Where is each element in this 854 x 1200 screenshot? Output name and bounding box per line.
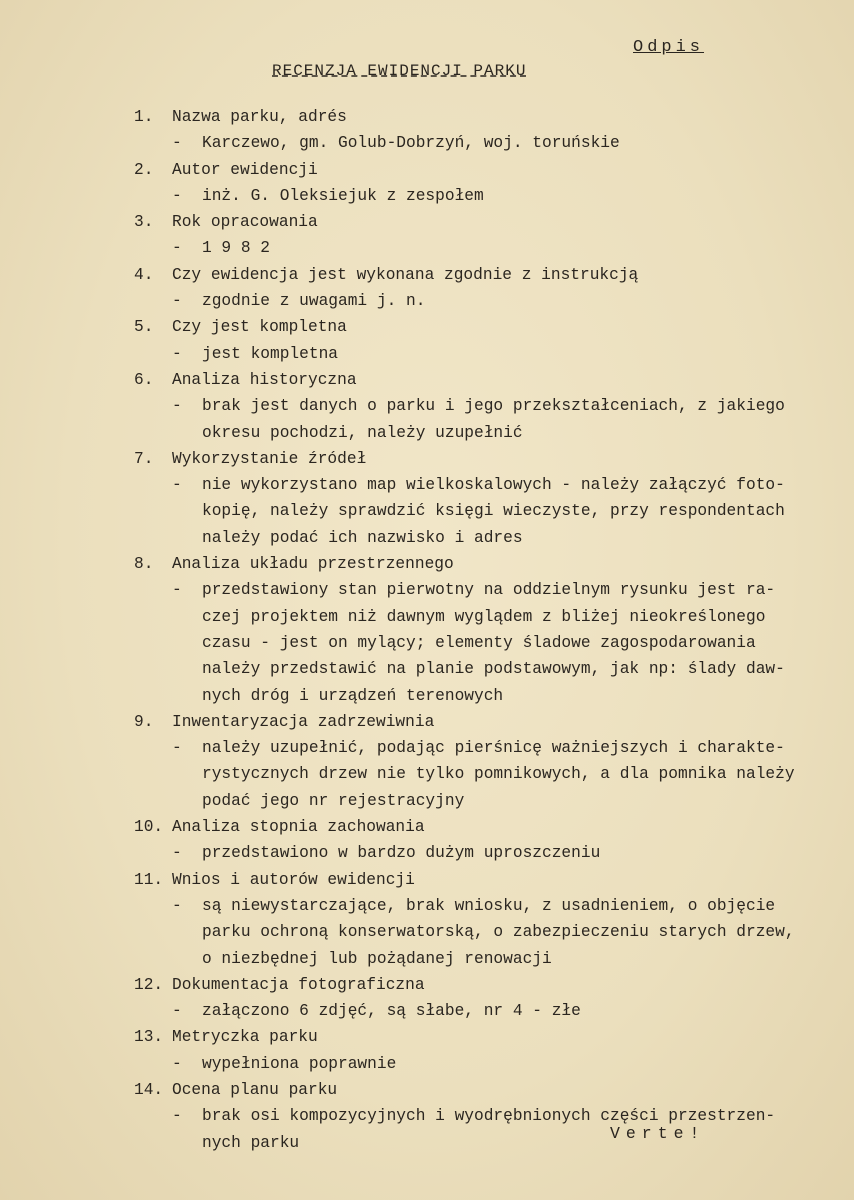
item-heading: Wykorzystanie źródeł <box>172 449 367 468</box>
item-heading: Metryczka parku <box>172 1028 318 1047</box>
item-answer <box>134 472 844 551</box>
answer-line <box>172 288 844 314</box>
item-number: 3. <box>134 213 154 232</box>
answer-text: należy uzupełnić, podając pierśnicę ważniejszych i charakte- <box>202 739 785 758</box>
item-heading-row <box>134 367 844 393</box>
item-number: 2. <box>134 160 154 179</box>
item-answer <box>134 893 844 972</box>
verte-label: Verte! <box>610 1124 706 1143</box>
answer-line <box>172 946 844 972</box>
answer-text: 1 9 8 2 <box>202 239 270 258</box>
answer-line <box>172 130 844 156</box>
answer-line <box>172 183 844 209</box>
answer-text: Karczewo, gm. Golub-Dobrzyń, woj. toruńskie <box>202 134 620 153</box>
item-number: 12. <box>134 975 164 994</box>
item-heading-row <box>134 1077 844 1103</box>
dash-marker: - <box>172 476 182 495</box>
review-item <box>134 314 844 367</box>
item-number: 14. <box>134 1080 164 1099</box>
dash-marker: - <box>172 397 182 416</box>
answer-text: należy podać ich nazwisko i adres <box>202 528 523 547</box>
answer-text: jest kompletna <box>202 344 338 363</box>
item-heading-row <box>134 551 844 577</box>
dash-marker <box>172 656 202 682</box>
review-item <box>134 814 844 867</box>
dash-marker <box>172 1130 202 1156</box>
answer-text: brak jest danych o parku i jego przekształceniach, z jakiego <box>202 397 785 416</box>
item-answer <box>134 1103 844 1156</box>
dash-marker <box>172 525 202 551</box>
answer-text: załączono 6 zdjęć, są słabe, nr 4 - złe <box>202 1002 581 1021</box>
review-item <box>134 262 844 315</box>
item-number: 9. <box>134 712 154 731</box>
item-heading: Czy jest kompletna <box>172 318 347 337</box>
answer-text: są niewystarczające, brak wniosku, z usadnieniem, o objęcie <box>202 896 776 915</box>
dash-marker: - <box>172 1054 182 1073</box>
dash-marker: - <box>172 239 182 258</box>
dash-marker: - <box>172 581 182 600</box>
item-answer <box>134 998 844 1024</box>
answer-line <box>172 998 844 1024</box>
answer-text: należy przedstawić na planie podstawowym, jak np: ślady daw- <box>202 660 785 679</box>
dash-marker <box>172 761 202 787</box>
dash-marker: - <box>172 186 182 205</box>
item-number: 11. <box>134 870 164 889</box>
item-heading-row <box>134 972 844 998</box>
item-number: 10. <box>134 818 164 837</box>
answer-text: o niezbędnej lub pożądanej renowacji <box>202 949 552 968</box>
item-heading: Autor ewidencji <box>172 160 318 179</box>
item-heading-row <box>134 104 844 130</box>
review-item <box>134 104 844 157</box>
item-heading: Analiza układu przestrzennego <box>172 555 454 574</box>
answer-text: okresu pochodzi, należy uzupełnić <box>202 423 523 442</box>
item-heading-row <box>134 262 844 288</box>
item-answer <box>134 1051 844 1077</box>
item-heading-row <box>134 1024 844 1050</box>
answer-line <box>172 472 844 498</box>
answer-line <box>172 788 844 814</box>
dash-marker <box>172 604 202 630</box>
review-item <box>134 367 844 446</box>
dash-marker <box>172 420 202 446</box>
answer-text: nych dróg i urządzeń terenowych <box>202 686 504 705</box>
answer-line <box>172 525 844 551</box>
answer-line <box>172 341 844 367</box>
item-answer <box>134 235 844 261</box>
answer-line <box>172 893 844 919</box>
answer-line <box>172 1103 844 1129</box>
item-heading: Nazwa parku, adrés <box>172 108 347 126</box>
answer-line <box>172 735 844 761</box>
dash-marker <box>172 788 202 814</box>
answer-text: brak osi kompozycyjnych i wyodrębnionych części przestrzen- <box>202 1107 776 1126</box>
review-item <box>134 446 844 551</box>
answer-text: nie wykorzystano map wielkoskalowych - należy załączyć foto- <box>202 476 785 495</box>
item-heading-row <box>134 814 844 840</box>
answer-text: zgodnie z uwagami j. n. <box>202 292 426 311</box>
item-heading: Analiza historyczna <box>172 370 357 389</box>
dash-marker: - <box>172 292 182 311</box>
item-heading-row <box>134 709 844 735</box>
answer-text: rystycznych drzew nie tylko pomnikowych, a dla pomnika należy <box>202 765 795 784</box>
review-items-list <box>134 104 844 1156</box>
answer-text: nych parku <box>202 1133 300 1152</box>
review-item <box>134 709 844 814</box>
review-item <box>134 1024 844 1077</box>
item-number: 7. <box>134 449 154 468</box>
answer-line <box>172 761 844 787</box>
item-heading: Inwentaryzacja zadrzewiwnia <box>172 712 435 731</box>
answer-line <box>172 420 844 446</box>
answer-text: przedstawiono w bardzo dużym uproszczeniu <box>202 844 601 863</box>
item-heading: Rok opracowania <box>172 213 318 232</box>
dash-marker: - <box>172 344 182 363</box>
answer-line <box>172 630 844 656</box>
dash-marker: - <box>172 1107 182 1126</box>
answer-line <box>172 656 844 682</box>
item-heading: Analiza stopnia zachowania <box>172 818 425 837</box>
item-answer <box>134 393 844 446</box>
answer-line <box>172 498 844 524</box>
answer-line <box>172 1051 844 1077</box>
dash-marker <box>172 498 202 524</box>
item-answer <box>134 288 844 314</box>
answer-line <box>172 393 844 419</box>
dash-marker <box>172 683 202 709</box>
item-number: 13. <box>134 1028 164 1047</box>
dash-marker: - <box>172 844 182 863</box>
review-item <box>134 551 844 709</box>
item-heading-row <box>134 209 844 235</box>
item-heading: Dokumentacja fotograficzna <box>172 975 425 994</box>
answer-line <box>172 604 844 630</box>
answer-line <box>172 683 844 709</box>
answer-line <box>172 577 844 603</box>
review-item <box>134 867 844 972</box>
item-answer <box>134 840 844 866</box>
review-item <box>134 157 844 210</box>
answer-line <box>172 919 844 945</box>
answer-text: przedstawiony stan pierwotny na oddzielnym rysunku jest ra- <box>202 581 776 600</box>
answer-text: czej projektem niż dawnym wyglądem z bliżej nieokreślonego <box>202 607 766 626</box>
answer-text: parku ochroną konserwatorską, o zabezpieczeniu starych drzew, <box>202 923 795 942</box>
answer-line <box>172 235 844 261</box>
item-number: 8. <box>134 555 154 574</box>
answer-text: inż. G. Oleksiejuk z zespołem <box>202 186 484 205</box>
dash-marker: - <box>172 896 182 915</box>
dash-marker <box>172 946 202 972</box>
odpis-label: Odpis <box>633 38 705 57</box>
dash-marker: - <box>172 134 182 153</box>
item-answer <box>134 341 844 367</box>
dash-marker: - <box>172 1002 182 1021</box>
item-heading: Wnios i autorów ewidencji <box>172 870 415 889</box>
review-item <box>134 1077 844 1156</box>
document-title: RECENZJA EWIDENCJI PARKU <box>272 62 527 80</box>
dash-marker: - <box>172 739 182 758</box>
item-heading: Ocena planu parku <box>172 1080 338 1099</box>
item-heading-row <box>134 867 844 893</box>
item-answer <box>134 735 844 814</box>
item-answer <box>134 577 844 708</box>
dash-marker <box>172 919 202 945</box>
dash-marker <box>172 630 202 656</box>
review-item <box>134 972 844 1025</box>
item-number: 1. <box>134 108 154 126</box>
item-heading-row <box>134 314 844 340</box>
answer-text: wypełniona poprawnie <box>202 1054 397 1073</box>
item-answer <box>134 130 844 156</box>
item-answer <box>134 183 844 209</box>
answer-line <box>172 840 844 866</box>
answer-text: podać jego nr rejestracyjny <box>202 791 465 810</box>
answer-text: kopię, należy sprawdzić księgi wieczyste, przy respondentach <box>202 502 785 521</box>
item-heading-row <box>134 157 844 183</box>
review-item <box>134 209 844 262</box>
answer-line <box>172 1130 844 1156</box>
item-number: 4. <box>134 265 154 284</box>
item-heading: Czy ewidencja jest wykonana zgodnie z instrukcją <box>172 265 639 284</box>
item-number: 6. <box>134 370 154 389</box>
item-number: 5. <box>134 318 154 337</box>
item-heading-row <box>134 446 844 472</box>
answer-text: czasu - jest on mylący; elementy śladowe zagospodarowania <box>202 633 756 652</box>
